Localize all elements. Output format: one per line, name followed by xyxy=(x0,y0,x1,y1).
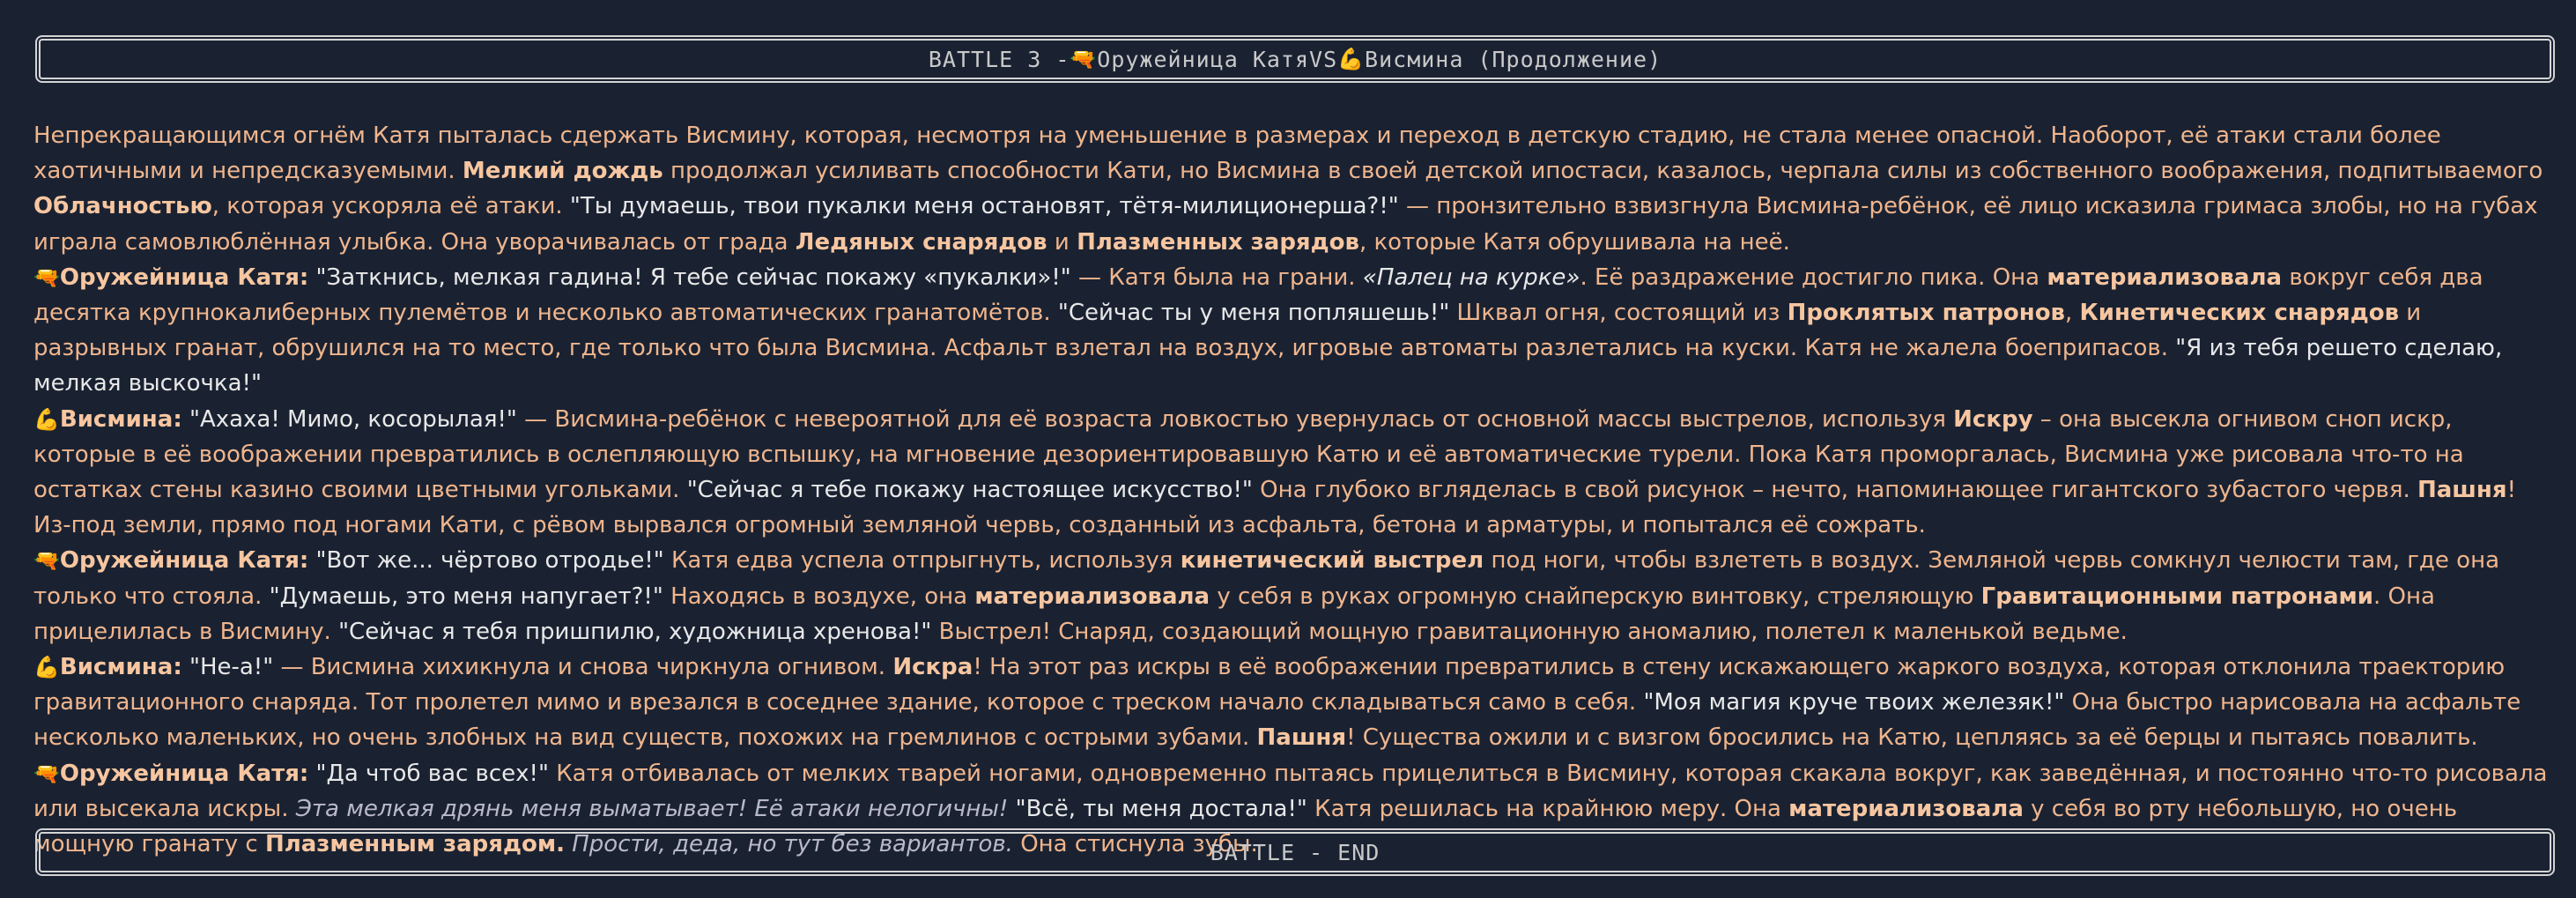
header-prefix: BATTLE 3 - xyxy=(928,46,1070,72)
battle-footer-banner xyxy=(35,828,2555,876)
inner-thought: Эта мелкая дрянь меня выматывает! Её атаки нелогичны! xyxy=(295,795,1009,822)
dialogue-quote: "Сейчас ты у меня попляшешь!" xyxy=(1057,300,1450,327)
story-paragraph: 💪Висмина: "Не-а!" — Висмина хихикнула и снова чиркнула огнивом. Искра! На этот раз искры в её воображении превратились в стену искажающего жаркого воздуха, которая отклонила траекторию гравитационного снаряда. Тот пролетел мимо и врезался в соседнее здание, которое с треском начало складываться само в себя. "Моя магия круче твоих железяк!" Она быстро нарисовала на асфальте несколько маленьких, но очень злобных на вид существ, похожих на гремлинов с острыми зубами. Пашня! Существа ожили и с визгом бросились на Катю, цепляясь за её берцы и пытаясь повалить. xyxy=(33,654,2521,752)
dialogue-quote: "Сейчас я тебе покажу настоящее искусство!" xyxy=(686,477,1253,504)
skill-name: Ледяных снарядов xyxy=(795,228,1047,256)
muscle-icon: 💪 xyxy=(33,406,60,432)
skill-name: материализовала xyxy=(1788,795,2024,822)
muscle-icon: 💪 xyxy=(1337,47,1366,71)
dialogue-quote: "Да чтоб вас всех!" xyxy=(308,760,549,787)
fighter1-name: Оружейница Катя xyxy=(1097,46,1310,72)
story-paragraph: 💪Висмина: "Ахаха! Мимо, косорылая!" — Висмина-ребёнок с невероятной для её возраста ловкостью увернулась от основной массы выстрелов, используя Искру – она высекла огнивом сноп искр, которые в её воображении превратились в ослепляющую вспышку, на мгновение дезориентировавшую Катю и её автоматические турели. Пока Катя проморгалась, Висмина уже рисовала что-то на остатках стены казино своими цветными угольками. "Сейчас я тебе покажу настоящее искусство!" Она глубоко вгляделась в свой рисунок – нечто, напоминающее гигантского зубастого червя. Пашня! Из-под земли, прямо под ногами Кати, с рёвом вырвался огромный земляной червь, созданный из асфальта, бетона и арматуры, и попытался её сожрать. xyxy=(33,405,2517,539)
dialogue-quote: "Ахаха! Мимо, косорылая!" xyxy=(181,405,517,433)
story-paragraph: 🔫Оружейница Катя: "Заткнись, мелкая гадина! Я тебе сейчас покажу «пукалки»!" — Катя была на грани. «Палец на курке». Её раздражение достигло пика. Она материализовала вокруг себя два десятка крупнокалиберных пулемётов и несколько автоматических гранатомётов. "Сейчас ты у меня попляшешь!" Шквал огня, состоящий из Проклятых патронов, Кинетических снарядов и разрывных гранат, обрушился на то место, где только что была Висмина. Асфальт взлетал на воздух, игровые автоматы разлетались на куски. Катя не жалела боеприпасов. "Я из тебя решето сделаю, мелкая выскочка!" xyxy=(33,263,2503,397)
speaker-name: Оружейница Катя: xyxy=(59,760,309,787)
battle-story xyxy=(33,118,2553,862)
dialogue-quote: "Заткнись, мелкая гадина! Я тебе сейчас покажу «пукалки»!" xyxy=(308,263,1071,291)
dialogue-quote: "Вот же... чёртово отродье!" xyxy=(308,547,664,575)
dialogue-quote: "Я из тебя решето сделаю, мелкая выскочка!" xyxy=(33,335,2503,397)
speaker-name: Висмина: xyxy=(59,654,182,681)
gun-icon: 🔫 xyxy=(33,761,60,786)
story-paragraph: Непрекращающимся огнём Катя пыталась сдержать Висмину, которая, несмотря на уменьшение в размерах и переход в детскую стадию, не стала менее опасной. Наоборот, её атаки стали более хаотичными и непредсказуемыми. Мелкий дождь продолжал усиливать способности Кати, но Висмина в своей детской ипостаси, казалось, черпала силы из собственного воображения, подпитываемого Облачностью, которая ускоряла её атаки. "Ты думаешь, твои пукалки меня остановят, тётя-милиционерша?!" — пронзительно взвизгнула Висмина-ребёнок, её лицо исказила гримаса злобы, но на губах играла самовлюблённая улыбка. Она уворачивалась от града Ледяных снарядов и Плазменных зарядов, которые Катя обрушивала на неё. xyxy=(33,122,2543,256)
story-paragraph: 🔫Оружейница Катя: "Да чтоб вас всех!" Катя отбивалась от мелких тварей ногами, одновременно пытаясь прицелиться в Висмину, которая скакала вокруг, как заведённая, и постоянно что-то рисовала или высекала искры. Эта мелкая дрянь меня выматывает! Её атаки нелогичны! "Всё, ты меня достала!" Катя решилась на крайнюю меру. Она материализовала у себя во рту небольшую, но очень мощную гранату с Плазменным зарядом. Прости, деда, но тут без вариантов. Она стиснула зубы. xyxy=(33,760,2548,858)
muscle-icon: 💪 xyxy=(33,655,60,680)
dialogue-quote: "Всё, ты меня достала!" xyxy=(1008,795,1307,822)
battle-header-banner xyxy=(35,35,2555,83)
dialogue-quote: "Сейчас я тебя пришпилю, художница хренова!" xyxy=(338,618,932,645)
gun-icon: 🔫 xyxy=(1070,47,1098,71)
skill-name: кинетический выстрел xyxy=(1180,547,1484,575)
dialogue-quote: "Думаешь, это меня напугает?!" xyxy=(269,583,663,610)
skill-italic: «Палец на курке» xyxy=(1362,263,1580,291)
fighter2-name: Висмина (Продолжение) xyxy=(1365,46,1662,72)
story-paragraph: 🔫Оружейница Катя: "Вот же... чёртово отродье!" Катя едва успела отпрыгнуть, используя кинетический выстрел под ноги, чтобы взлететь в воздух. Земляной червь сомкнул челюсти там, где она только что стояла. "Думаешь, это меня напугает?!" Находясь в воздухе, она материализовала у себя в руках огромную снайперскую винтовку, стреляющую Гравитационными патронами. Она прицелилась в Висмину. "Сейчас я тебя пришпилю, художница хренова!" Выстрел! Снаряд, создающий мощную гравитационную аномалию, полетел к маленькой ведьме. xyxy=(33,547,2500,645)
skill-name: Плазменных зарядов xyxy=(1077,228,1359,256)
skill-name: Кинетических снарядов xyxy=(2079,300,2400,327)
vs-label: VS xyxy=(1309,46,1338,72)
skill-name: Плазменным зарядом. xyxy=(264,831,565,858)
skill-name: Пашня xyxy=(1256,724,1347,752)
gun-icon: 🔫 xyxy=(33,548,60,574)
skill-name: Гравитационными патронами xyxy=(1980,583,2373,610)
speaker-name: Висмина: xyxy=(59,405,182,433)
skill-name: Искра xyxy=(892,654,973,681)
skill-name: Искру xyxy=(1953,405,2033,433)
skill-name: материализовала xyxy=(974,583,1210,610)
footer-title: BATTLE - END xyxy=(1210,839,1381,865)
gun-icon: 🔫 xyxy=(33,264,60,290)
dialogue-quote: "Моя магия круче твоих железяк!" xyxy=(1643,689,2065,716)
inner-thought: Прости, деда, но тут без вариантов. xyxy=(564,831,1013,858)
skill-name: материализовала xyxy=(2047,263,2283,291)
dialogue-quote: "Ты думаешь, твои пукалки меня остановят, тётя-милиционерша?!" xyxy=(569,193,1399,220)
speaker-name: Оружейница Катя: xyxy=(59,547,309,575)
skill-name: Мелкий дождь xyxy=(462,158,663,185)
skill-name: Пашня xyxy=(2417,477,2507,504)
speaker-name: Оружейница Катя: xyxy=(59,263,309,291)
dialogue-quote: "Не-а!" xyxy=(181,654,274,681)
skill-name: Проклятых патронов xyxy=(1787,300,2066,327)
skill-name: Облачностью xyxy=(33,193,212,220)
